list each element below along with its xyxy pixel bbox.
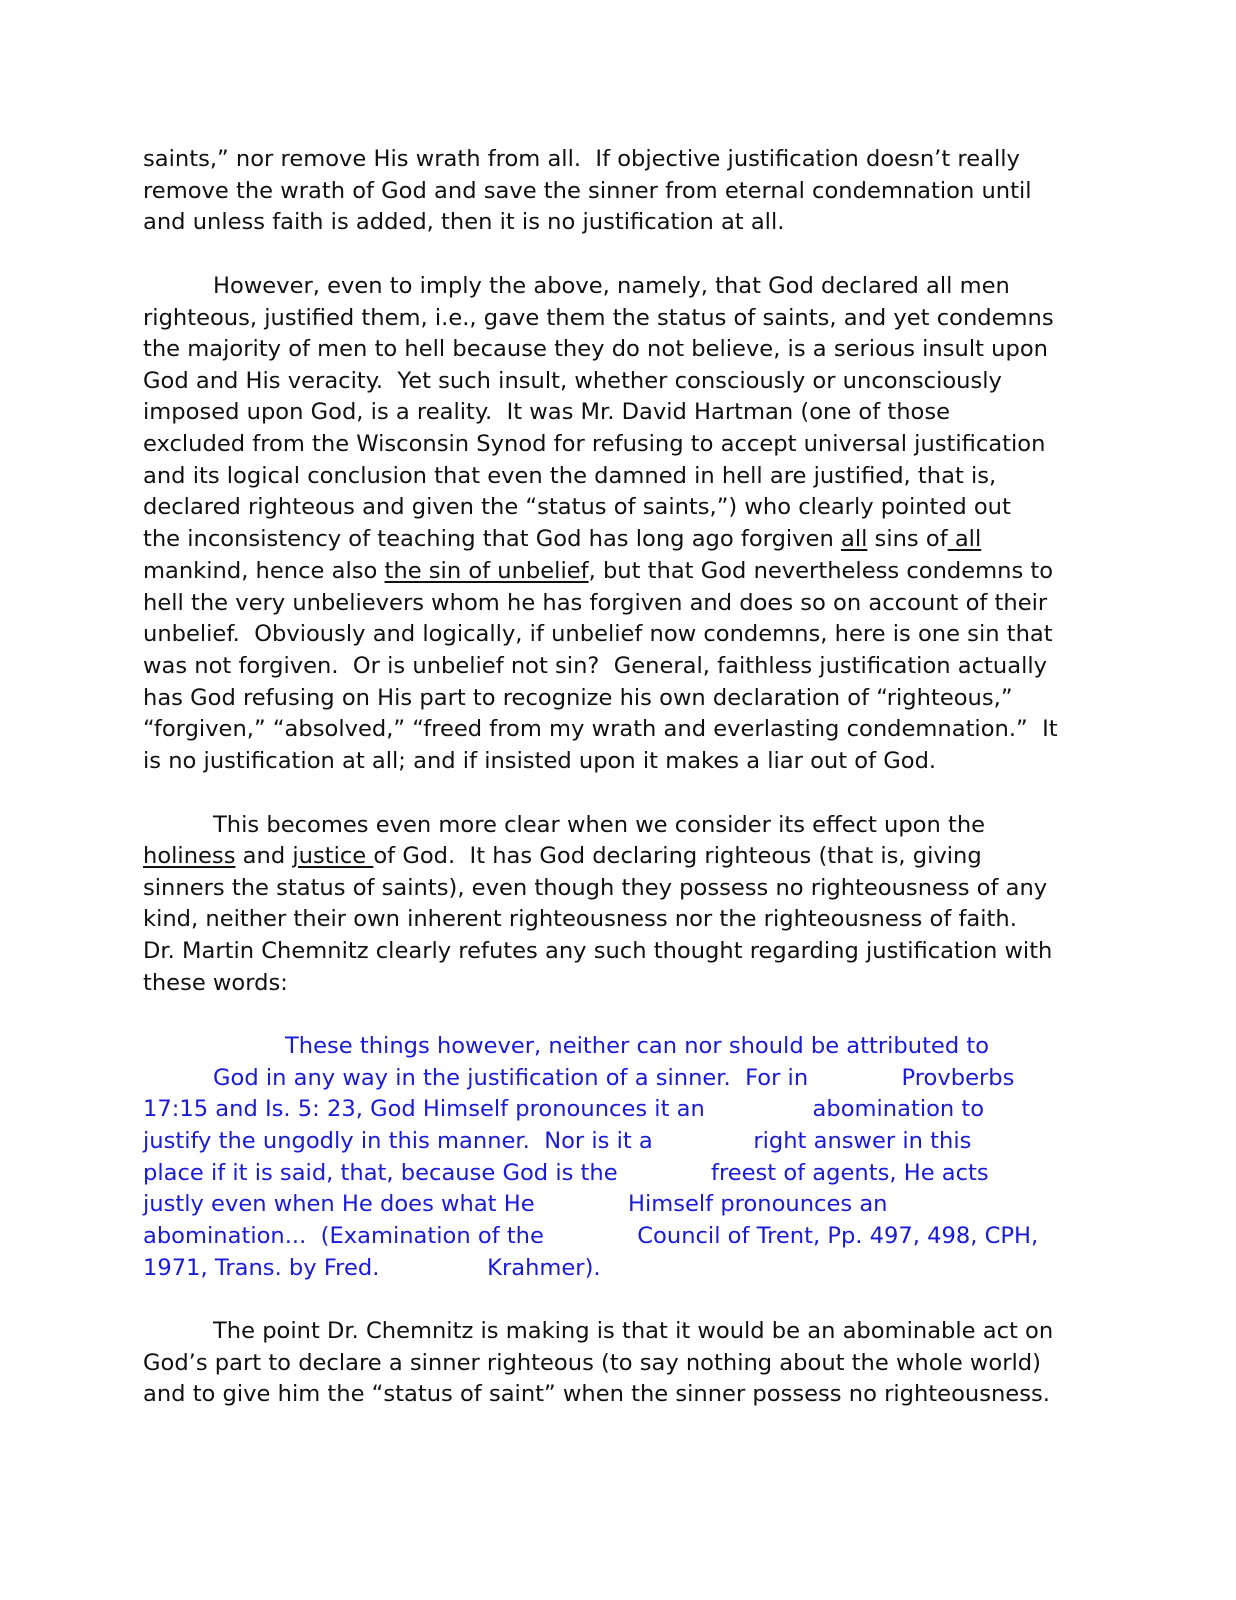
paragraph-1-line-1: saints,” nor remove His wrath from all. If objective justification doesn’t really <box>143 146 1020 172</box>
paragraph-2-line-1: However, even to imply the above, namely, that God declared all men <box>213 273 1010 299</box>
paragraph-2-line-3: the majority of men to hell because they do not believe, is a serious insult upon <box>143 336 1048 362</box>
text-run: the inconsistency of teaching that God has long ago forgiven <box>143 526 841 552</box>
paragraph-1-line-3: and unless faith is added, then it is no justification at all. <box>143 209 785 235</box>
text-run: mankind, hence also <box>143 558 385 584</box>
paragraph-4-line-3: and to give him the “status of saint” when the sinner possess no righteousness. <box>143 1381 1050 1407</box>
quote-line-8: 1971, Trans. by Fred. Krahmer). <box>143 1255 601 1281</box>
underlined-text: the sin of unbelief <box>384 558 589 584</box>
paragraph-2-line-14: has God refusing on His part to recognize his own declaration of “righteous,” <box>143 685 1013 711</box>
paragraph-2-line-4: God and His veracity. Yet such insult, whether consciously or unconsciously <box>143 368 1002 394</box>
paragraph-4-line-2: God’s part to declare a sinner righteous (to say nothing about the whole world) <box>143 1350 1041 1376</box>
paragraph-2-line-8: declared righteous and given the “status of saints,”) who clearly pointed out <box>143 494 1011 520</box>
underlined-text: holiness <box>143 843 236 869</box>
paragraph-2-line-15: “forgiven,” “absolved,” “freed from my wrath and everlasting condemnation.” It <box>143 716 1058 742</box>
paragraph-3-line-2 <box>143 840 982 872</box>
quote-line-2: God in any way in the justification of a sinner. For in Provberbs <box>213 1065 1015 1091</box>
quote-line-6: justly even when He does what He Himself pronounces an <box>143 1191 888 1217</box>
paragraph-2-line-9 <box>143 523 981 555</box>
underlined-text: all <box>840 526 868 552</box>
paragraph-3-line-6: these words: <box>143 970 288 996</box>
paragraph-2-line-13: was not forgiven. Or is unbelief not sin? General, faithless justification actually <box>143 653 1047 679</box>
paragraph-2-line-16: is no justification at all; and if insisted upon it makes a liar out of God. <box>143 748 937 774</box>
quote-line-3: 17:15 and Is. 5: 23, God Himself pronounces it an abomination to <box>143 1096 985 1122</box>
underlined-text: justice <box>292 843 374 869</box>
text-run: of God. It has God declaring righteous (that is, giving <box>373 843 982 869</box>
paragraph-2-line-12: unbelief. Obviously and logically, if unbelief now condemns, here is one sin that <box>143 621 1053 647</box>
paragraph-3-line-3: sinners the status of saints), even though they possess no righteousness of any <box>143 875 1048 901</box>
underlined-text: all <box>947 526 982 552</box>
quote-line-1: These things however, neither can nor should be attributed to <box>285 1033 990 1059</box>
paragraph-3-line-4: kind, neither their own inherent righteousness nor the righteousness of faith. <box>143 906 1017 932</box>
quote-line-7: abomination... (Examination of the Council of Trent, Pp. 497, 498, CPH, <box>143 1223 1039 1249</box>
paragraph-1-line-2: remove the wrath of God and save the sinner from eternal condemnation until <box>143 178 1032 204</box>
quote-line-4: justify the ungodly in this manner. Nor is it a right answer in this <box>143 1128 972 1154</box>
text-run: sins of <box>867 526 948 552</box>
paragraph-2-line-10 <box>143 555 1053 587</box>
paragraph-2-line-7: and its logical conclusion that even the damned in hell are justified, that is, <box>143 463 997 489</box>
paragraph-3-line-1: This becomes even more clear when we consider its effect upon the <box>213 812 986 838</box>
paragraph-4-line-1: The point Dr. Chemnitz is making is that it would be an abominable act on <box>213 1318 1054 1344</box>
paragraph-2-line-2: righteous, justified them, i.e., gave them the status of saints, and yet condemns <box>143 305 1054 331</box>
text-run: , but that God nevertheless condemns to <box>588 558 1054 584</box>
paragraph-2-line-11: hell the very unbelievers whom he has forgiven and does so on account of their <box>143 590 1048 616</box>
quote-line-5: place if it is said, that, because God is the freest of agents, He acts <box>143 1160 989 1186</box>
paragraph-2-line-5: imposed upon God, is a reality. It was Mr. David Hartman (one of those <box>143 399 951 425</box>
paragraph-3-line-5: Dr. Martin Chemnitz clearly refutes any such thought regarding justification with <box>143 938 1053 964</box>
paragraph-2-line-6: excluded from the Wisconsin Synod for refusing to accept universal justification <box>143 431 1046 457</box>
text-run: and <box>235 843 293 869</box>
